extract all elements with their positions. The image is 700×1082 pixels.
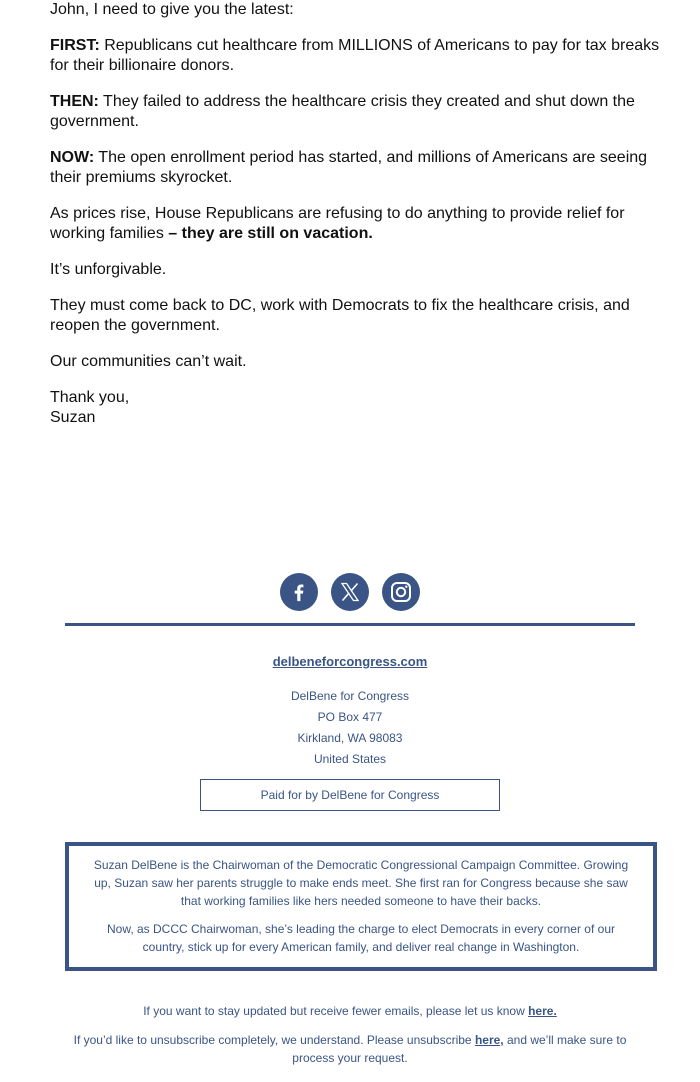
instagram-link[interactable] xyxy=(382,573,420,611)
address-city: Kirkland, WA 98083 xyxy=(297,731,403,745)
signoff: Thank you, xyxy=(50,389,130,406)
unsubscribe-text-2: and we’ll make sure to process your request. xyxy=(292,1033,627,1065)
signoff-block xyxy=(50,388,660,428)
fewer-emails-text: If you want to stay updated but receive fewer emails, please let us know xyxy=(143,1004,529,1018)
email-body xyxy=(50,0,660,428)
footer-divider xyxy=(65,623,635,626)
first-paragraph xyxy=(50,36,660,76)
now-label: NOW: xyxy=(50,149,95,166)
fewer-emails-link[interactable]: here. xyxy=(528,1004,557,1018)
unsubscribe-text-1: If you’d like to unsubscribe completely, we understand. Please unsubscribe xyxy=(73,1033,475,1047)
then-text: They failed to address the healthcare crisis they created and shut down the government. xyxy=(50,93,635,130)
fewer-emails-note xyxy=(0,1002,700,1020)
facebook-link[interactable] xyxy=(280,573,318,611)
website-link[interactable]: delbeneforcongress.com xyxy=(272,654,428,669)
prices-paragraph xyxy=(50,204,660,244)
now-text: The open enrollment period has started, and millions of Americans are seeing their premiums skyrocket. xyxy=(50,149,648,186)
then-label: THEN: xyxy=(50,93,99,110)
address-po-box: PO Box 477 xyxy=(317,710,383,724)
bio-box xyxy=(65,842,657,971)
x-link[interactable] xyxy=(331,573,369,611)
address-country: United States xyxy=(313,752,387,766)
unsubscribe-link[interactable]: here, xyxy=(474,1033,504,1047)
now-paragraph xyxy=(50,148,660,188)
facebook-icon xyxy=(288,581,310,603)
signature: Suzan xyxy=(50,409,96,426)
bio-paragraph-1: Suzan DelBene is the Chairwoman of the Democratic Congressional Campaign Committee. Growing up, Suzan saw her parents struggle to make ends meet. She first ran for Congress because she saw that working families like hers needed someone to have their backs. xyxy=(93,858,629,908)
first-label: FIRST: xyxy=(50,37,100,54)
dc-paragraph: They must come back to DC, work with Democrats to fix the healthcare crisis, and reopen the government. xyxy=(50,297,630,334)
unforgivable-paragraph: It’s unforgivable. xyxy=(50,261,167,278)
prices-bold: – they are still on vacation. xyxy=(168,225,373,242)
social-links xyxy=(0,573,700,611)
instagram-icon xyxy=(389,580,413,604)
prices-text: As prices rise, House Republicans are refusing to do anything to provide relief for working families xyxy=(50,205,625,242)
address-org: DelBene for Congress xyxy=(290,689,410,703)
then-paragraph xyxy=(50,92,660,132)
bio-paragraph-2: Now, as DCCC Chairwoman, she’s leading the charge to elect Democrats in every corner of our country, stick up for every American family, and deliver real change in Washington. xyxy=(106,922,615,954)
paid-for-disclaimer: Paid for by DelBene for Congress xyxy=(200,779,500,811)
x-icon xyxy=(338,580,362,604)
first-text: Republicans cut healthcare from MILLIONS of Americans to pay for tax breaks for their billionaire donors. xyxy=(50,37,660,74)
mailing-address xyxy=(0,686,700,770)
unsubscribe-note xyxy=(60,1031,640,1067)
greeting: John, I need to give you the latest: xyxy=(50,1,294,18)
communities-paragraph: Our communities can’t wait. xyxy=(50,353,247,370)
